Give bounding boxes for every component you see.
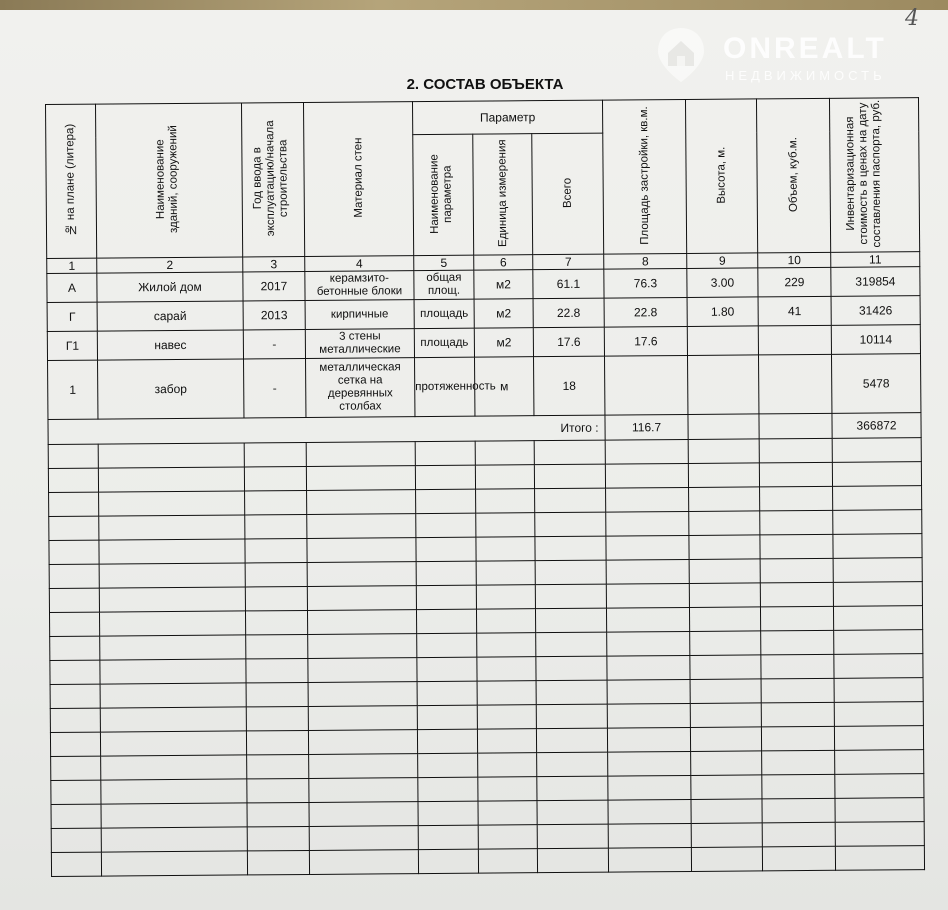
empty-cell: [691, 847, 762, 872]
empty-cell: [101, 803, 247, 828]
empty-cell: [99, 515, 245, 540]
empty-cell: [688, 463, 759, 488]
empty-cell: [100, 659, 246, 684]
empty-cell: [688, 439, 759, 464]
empty-cell: [101, 755, 247, 780]
cell-year: -: [244, 358, 306, 417]
empty-cell: [476, 609, 535, 633]
empty-cell: [417, 705, 477, 729]
empty-cell: [761, 654, 834, 679]
empty-cell: [99, 539, 245, 564]
empty-cell: [760, 582, 833, 607]
empty-cell: [833, 486, 922, 511]
cell-height: [687, 326, 758, 356]
page-number: 4: [905, 6, 919, 31]
col-number: 8: [604, 253, 687, 269]
empty-cell: [309, 826, 418, 851]
cell-material: кирпичные: [305, 300, 414, 330]
header-height: Высота, м.: [685, 99, 757, 254]
empty-cell: [835, 798, 924, 823]
empty-cell: [608, 847, 691, 872]
empty-cell: [306, 442, 415, 467]
cell-year: -: [243, 329, 305, 358]
empty-cell: [608, 751, 691, 776]
empty-cell: [475, 465, 534, 489]
empty-cell: [759, 438, 832, 463]
empty-cell: [100, 683, 246, 708]
cell-name: навес: [97, 330, 243, 360]
empty-cell: [51, 780, 101, 804]
col-number: 9: [687, 253, 758, 269]
empty-cell: [247, 826, 309, 850]
empty-cell: [476, 537, 535, 561]
empty-cell: [761, 630, 834, 655]
empty-cell: [416, 513, 476, 537]
empty-cell: [49, 492, 99, 516]
empty-cell: [308, 658, 417, 683]
empty-cell: [476, 489, 535, 513]
cell-total: 18: [533, 356, 604, 416]
empty-cell: [606, 559, 689, 584]
empty-cell: [246, 658, 308, 682]
empty-cell: [534, 464, 605, 489]
empty-cell: [101, 779, 247, 804]
empty-cell: [418, 753, 478, 777]
header-cost: Инвентаризационная стоимость в ценах на дату составления паспорта, руб.: [829, 98, 919, 253]
header-area: Площадь застройки, кв.м.: [602, 99, 686, 254]
watermark: [655, 26, 925, 90]
cell-total: 61.1: [533, 269, 604, 299]
empty-cell: [99, 611, 245, 636]
empty-cell: [834, 630, 923, 655]
empty-cell: [308, 706, 417, 731]
header-volume: Объем, куб.м.: [756, 98, 830, 253]
empty-cell: [99, 491, 245, 516]
empty-cell: [834, 726, 923, 751]
empty-cell: [537, 824, 608, 849]
empty-cell: [536, 704, 607, 729]
cell-year: 2017: [243, 271, 305, 300]
empty-cell: [49, 516, 99, 540]
empty-cell: [689, 535, 760, 560]
cell-area: [604, 355, 687, 415]
col-number: 11: [831, 252, 920, 268]
empty-cell: [606, 583, 689, 608]
empty-cell: [536, 632, 607, 657]
empty-cell: [690, 679, 761, 704]
empty-cell: [762, 774, 835, 799]
cell-cost: 10114: [831, 325, 920, 355]
empty-cell: [477, 633, 536, 657]
empty-cell: [689, 487, 760, 512]
cell-material: металлическая сетка на деревянных столбах: [306, 358, 415, 418]
empty-cell: [691, 775, 762, 800]
empty-cell: [536, 680, 607, 705]
cell-unit: м2: [474, 270, 533, 299]
totals-cost: 366872: [832, 413, 921, 439]
empty-cell: [309, 802, 418, 827]
cell-param: протяженность: [415, 357, 475, 416]
empty-cell: [537, 776, 608, 801]
cell-area: 76.3: [604, 268, 687, 298]
empty-cell: [245, 610, 307, 634]
empty-cell: [247, 778, 309, 802]
empty-cell: [760, 534, 833, 559]
empty-cell: [416, 537, 476, 561]
empty-rows: [48, 438, 924, 877]
empty-cell: [478, 753, 537, 777]
empty-cell: [690, 727, 761, 752]
empty-cell: [98, 443, 244, 468]
empty-cell: [608, 775, 691, 800]
cell-volume: 41: [758, 296, 831, 326]
empty-cell: [417, 633, 477, 657]
empty-cell: [760, 606, 833, 631]
empty-cell: [475, 441, 534, 465]
empty-cell: [691, 751, 762, 776]
cell-volume: [758, 354, 831, 414]
empty-cell: [535, 488, 606, 513]
cell-cost: 319854: [831, 267, 920, 297]
header-unit: Единица измерения: [473, 134, 533, 255]
empty-cell: [535, 512, 606, 537]
empty-cell: [246, 634, 308, 658]
empty-cell: [762, 750, 835, 775]
empty-cell: [608, 823, 691, 848]
empty-cell: [308, 634, 417, 659]
empty-cell: [416, 561, 476, 585]
empty-cell: [50, 660, 100, 684]
cell-height: 1.80: [687, 297, 758, 327]
cell-area: 17.6: [604, 326, 687, 356]
cell-litera: А: [47, 273, 97, 302]
empty-cell: [416, 489, 476, 513]
empty-cell: [51, 756, 101, 780]
cell-param: общая площ.: [414, 270, 474, 299]
empty-cell: [476, 513, 535, 537]
empty-cell: [537, 752, 608, 777]
empty-cell: [833, 558, 922, 583]
empty-cell: [760, 558, 833, 583]
empty-cell: [307, 610, 416, 635]
empty-cell: [307, 562, 416, 587]
empty-cell: [308, 730, 417, 755]
empty-cell: [606, 511, 689, 536]
empty-cell: [691, 823, 762, 848]
empty-cell: [762, 846, 835, 871]
empty-cell: [477, 681, 536, 705]
empty-cell: [761, 678, 834, 703]
empty-cell: [760, 510, 833, 535]
empty-cell: [50, 732, 100, 756]
col-number: 3: [243, 256, 305, 271]
empty-cell: [607, 679, 690, 704]
empty-cell: [689, 511, 760, 536]
empty-cell: [537, 800, 608, 825]
empty-cell: [100, 707, 246, 732]
empty-cell: [245, 562, 307, 586]
empty-cell: [537, 848, 608, 873]
cell-height: [687, 355, 758, 415]
empty-cell: [48, 468, 98, 492]
empty-cell: [760, 486, 833, 511]
table-row: [48, 354, 921, 420]
empty-cell: [476, 585, 535, 609]
empty-cell: [418, 777, 478, 801]
empty-cell: [49, 588, 99, 612]
cell-param: площадь: [414, 328, 474, 357]
empty-cell: [478, 777, 537, 801]
empty-cell: [246, 706, 308, 730]
header-year: Год ввода в эксплуатацию/начала строительства: [241, 102, 304, 256]
cell-material: 3 стены металлические: [305, 329, 414, 359]
empty-cell: [50, 708, 100, 732]
cell-height: 3.00: [687, 268, 758, 298]
empty-cell: [477, 657, 536, 681]
totals-area: 116.7: [605, 414, 688, 440]
header-param-name: Наименование параметра: [413, 135, 474, 256]
empty-cell: [535, 584, 606, 609]
empty-cell: [833, 606, 922, 631]
empty-cell: [48, 444, 98, 468]
empty-cell: [762, 798, 835, 823]
empty-cell: [416, 585, 476, 609]
empty-cell: [245, 514, 307, 538]
empty-cell: [689, 559, 760, 584]
empty-cell: [835, 774, 924, 799]
empty-cell: [417, 681, 477, 705]
empty-cell: [307, 586, 416, 611]
empty-cell: [50, 636, 100, 660]
watermark-brand: ONREALT: [723, 32, 887, 65]
empty-cell: [307, 490, 416, 515]
empty-cell: [833, 510, 922, 535]
empty-cell: [307, 538, 416, 563]
empty-cell: [607, 703, 690, 728]
empty-cell: [477, 705, 536, 729]
header-parameter-group: Параметр: [412, 100, 602, 135]
empty-cell: [247, 850, 309, 874]
empty-cell: [832, 438, 921, 463]
empty-cell: [418, 825, 478, 849]
empty-cell: [101, 827, 247, 852]
empty-cell: [536, 728, 607, 753]
cell-name: сарай: [97, 301, 243, 331]
empty-cell: [247, 754, 309, 778]
empty-cell: [418, 801, 478, 825]
cell-total: 17.6: [533, 327, 604, 357]
cell-unit: м: [475, 357, 534, 416]
empty-cell: [835, 750, 924, 775]
cell-year: 2013: [243, 300, 305, 329]
cell-litera: Г1: [47, 331, 97, 360]
cell-cost: 31426: [831, 296, 920, 326]
cell-total: 22.8: [533, 298, 604, 328]
empty-cell: [762, 822, 835, 847]
empty-cell: [833, 534, 922, 559]
empty-cell: [308, 682, 417, 707]
empty-cell: [535, 536, 606, 561]
empty-cell: [98, 467, 244, 492]
empty-cell: [607, 727, 690, 752]
empty-cell: [100, 731, 246, 756]
cell-litera: Г: [47, 302, 97, 331]
empty-cell: [50, 684, 100, 708]
empty-cell: [477, 729, 536, 753]
empty-cell: [306, 466, 415, 491]
empty-cell: [833, 582, 922, 607]
empty-cell: [49, 540, 99, 564]
cell-litera: 1: [48, 360, 98, 419]
cell-volume: [758, 325, 831, 355]
empty-cell: [607, 631, 690, 656]
empty-cell: [417, 657, 477, 681]
empty-cell: [476, 561, 535, 585]
empty-cell: [245, 490, 307, 514]
empty-cell: [535, 608, 606, 633]
empty-cell: [761, 702, 834, 727]
empty-cell: [418, 849, 478, 873]
totals-label: Итого :: [48, 415, 605, 444]
empty-cell: [691, 799, 762, 824]
empty-cell: [535, 560, 606, 585]
cell-material: керамзито-бетонные блоки: [305, 271, 414, 301]
header-row: [46, 98, 919, 138]
empty-cell: [478, 825, 537, 849]
empty-cell: [605, 439, 688, 464]
cell-cost: 5478: [831, 354, 920, 414]
col-number: 1: [47, 258, 97, 273]
empty-cell: [832, 462, 921, 487]
col-number: 5: [414, 255, 474, 270]
empty-cell: [607, 655, 690, 680]
object-composition-table: [45, 97, 925, 877]
cell-unit: м2: [474, 299, 533, 328]
empty-cell: [606, 487, 689, 512]
empty-cell: [834, 702, 923, 727]
empty-cell: [415, 465, 475, 489]
empty-cell: [761, 726, 834, 751]
empty-cell: [99, 587, 245, 612]
empty-cell: [307, 514, 416, 539]
empty-cell: [309, 754, 418, 779]
empty-cell: [49, 612, 99, 636]
empty-cell: [417, 729, 477, 753]
empty-cell: [244, 466, 306, 490]
cell-name: Жилой дом: [97, 272, 243, 302]
empty-cell: [606, 607, 689, 632]
section-title: 2. СОСТАВ ОБЪЕКТА: [406, 76, 564, 93]
empty-cell: [534, 440, 605, 465]
empty-cell: [834, 678, 923, 703]
empty-cell: [416, 609, 476, 633]
empty-cell: [309, 778, 418, 803]
empty-cell: [246, 682, 308, 706]
col-number: 4: [305, 256, 414, 272]
empty-cell: [415, 441, 475, 465]
empty-cell: [478, 849, 537, 873]
cell-param: площадь: [414, 299, 474, 328]
cell-unit: м2: [474, 328, 533, 357]
empty-cell: [690, 631, 761, 656]
totals-empty: [759, 413, 832, 439]
empty-cell: [689, 583, 760, 608]
cell-name: забор: [98, 359, 244, 419]
empty-cell: [606, 535, 689, 560]
empty-cell: [759, 462, 832, 487]
col-number: 10: [758, 252, 831, 268]
empty-cell: [608, 799, 691, 824]
empty-cell: [309, 850, 418, 875]
header-name: Наименование зданий, сооружений: [96, 103, 243, 258]
empty-cell: [245, 538, 307, 562]
empty-cell: [49, 564, 99, 588]
empty-cell: [247, 802, 309, 826]
header-total: Всего: [532, 134, 604, 255]
empty-cell: [51, 828, 101, 852]
empty-cell: [244, 442, 306, 466]
empty-cell: [101, 851, 247, 876]
empty-cell: [835, 822, 924, 847]
watermark-subtitle: НЕДВИЖИМОСТЬ: [725, 68, 886, 83]
empty-cell: [835, 846, 924, 871]
cell-area: 22.8: [604, 297, 687, 327]
empty-cell: [690, 703, 761, 728]
totals-empty: [688, 414, 759, 440]
empty-cell: [51, 804, 101, 828]
empty-cell: [246, 730, 308, 754]
empty-cell: [605, 463, 688, 488]
empty-cell: [478, 801, 537, 825]
empty-cell: [536, 656, 607, 681]
empty-cell: [245, 586, 307, 610]
empty-cell: [690, 655, 761, 680]
empty-cell: [689, 607, 760, 632]
empty-cell: [100, 635, 246, 660]
col-number: 2: [97, 257, 243, 273]
empty-cell: [834, 654, 923, 679]
empty-cell: [51, 852, 101, 876]
col-number: 7: [533, 254, 604, 270]
cell-volume: 229: [758, 267, 831, 297]
header-litera: № на плане (литера): [46, 104, 97, 258]
header-material: Материал стен: [303, 102, 413, 257]
empty-cell: [99, 563, 245, 588]
col-number: 6: [474, 255, 533, 270]
